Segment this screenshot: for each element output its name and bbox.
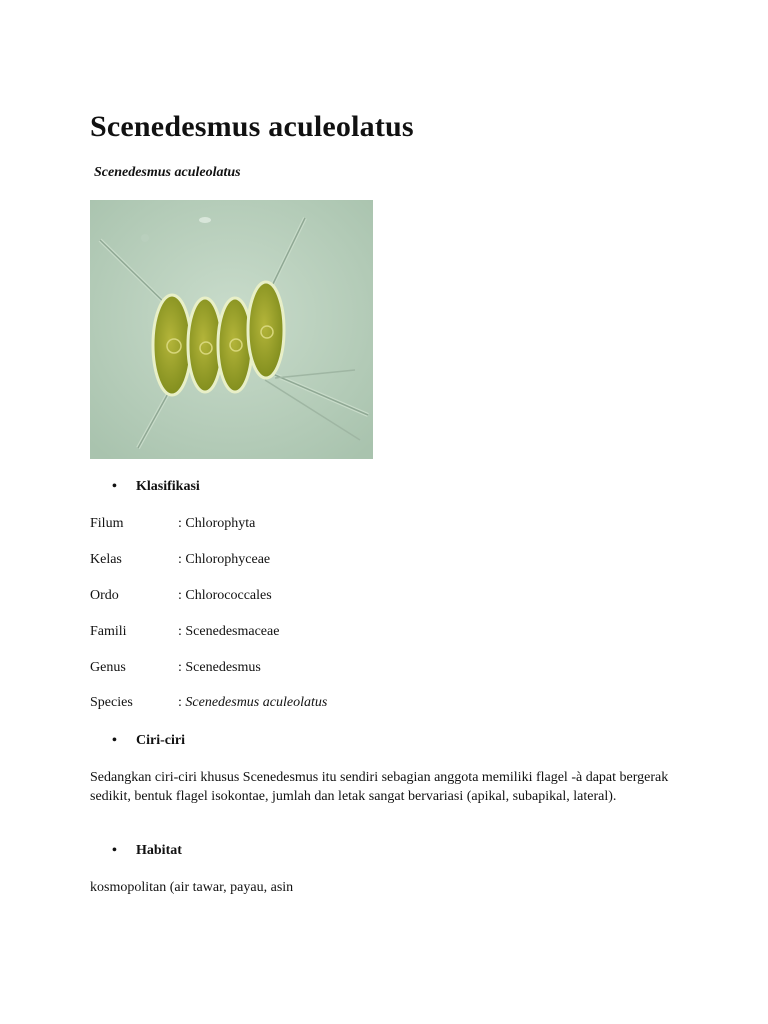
bullet-icon: • — [112, 843, 117, 858]
bullet-icon: • — [112, 479, 117, 494]
classification-value: : Scenedesmaceae — [178, 624, 280, 639]
classification-value: : Chlorophyta — [178, 516, 256, 531]
section-klasifikasi — [112, 479, 200, 495]
classification-key: Species — [90, 695, 133, 710]
classification-key: Famili — [90, 624, 127, 639]
subtitle: Scenedesmus aculeolatus — [94, 165, 241, 180]
section-heading: Klasifikasi — [136, 479, 200, 494]
classification-key: Genus — [90, 660, 126, 675]
classification-row — [90, 552, 270, 568]
classification-value-prefix: : — [178, 695, 186, 710]
classification-row — [90, 695, 327, 711]
classification-row — [90, 624, 279, 640]
classification-key: Filum — [90, 516, 124, 531]
section-heading: Ciri-ciri — [136, 733, 185, 748]
page-title: Scenedesmus aculeolatus — [90, 110, 414, 143]
classification-value: : Chlorococcales — [178, 588, 272, 603]
classification-key: Ordo — [90, 588, 119, 603]
classification-row — [90, 660, 261, 676]
classification-row — [90, 588, 272, 604]
species-name: Scenedesmus aculeolatus — [185, 695, 328, 710]
bullet-icon: • — [112, 733, 117, 748]
classification-row — [90, 516, 255, 532]
ciri-paragraph: Sedangkan ciri-ciri khusus Scenedesmus itu sendiri sebagian anggota memiliki flagel -à dapat bergerak sedikit, bentuk flagel isokontae, jumlah dan letak sangat bervariasi (apikal, subapikal, lateral). — [90, 770, 669, 804]
classification-key: Kelas — [90, 552, 122, 567]
classification-value: : Chlorophyceae — [178, 552, 271, 567]
section-heading: Habitat — [136, 843, 182, 858]
microscope-image — [90, 200, 373, 459]
section-ciri — [112, 733, 185, 749]
classification-value: : Scenedesmus — [178, 660, 261, 675]
section-habitat — [112, 843, 182, 859]
habitat-paragraph: kosmopolitan (air tawar, payau, asin — [90, 880, 294, 895]
